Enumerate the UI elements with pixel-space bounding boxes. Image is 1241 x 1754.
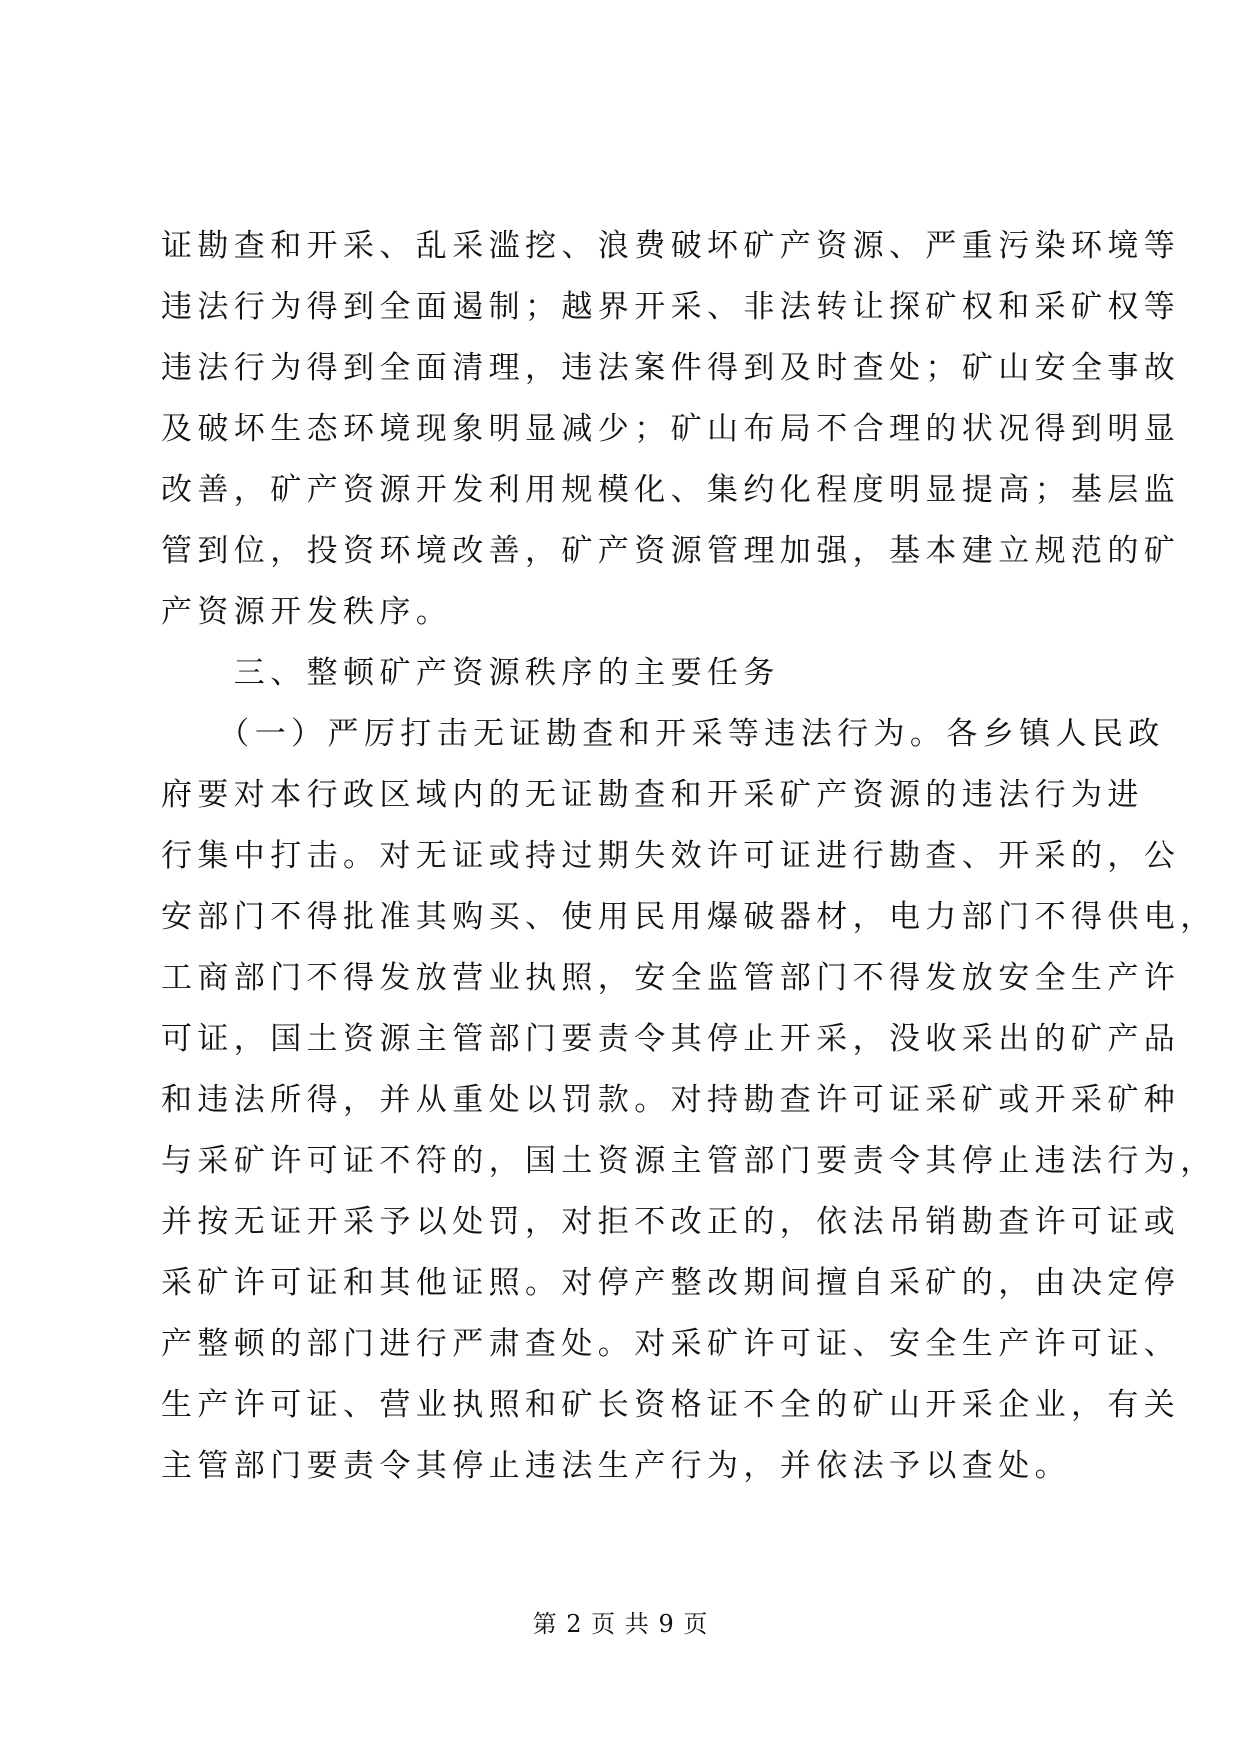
text-line: 与采矿许可证不符的，国土资源主管部门要责令其停止违法行为， [161,1143,1217,1179]
text-line: 及破坏生态环境现象明显减少；矿山布局不合理的状况得到明显 [161,411,1181,447]
text-line: 主管部门要责令其停止违法生产行为，并依法予以查处。 [161,1448,1071,1484]
text-line: 证勘查和开采、乱采滥挖、浪费破坏矿产资源、严重污染环境等 [161,228,1181,264]
text-line: 产整顿的部门进行严肃查处。对采矿许可证、安全生产许可证、 [161,1326,1181,1362]
section-heading: 三、整顿矿产资源秩序的主要任务 [161,655,780,691]
text-line: 府要对本行政区域内的无证勘查和开采矿产资源的违法行为进 [161,777,1144,813]
text-line: （一）严厉打击无证勘查和开采等违法行为。各乡镇人民政 [161,716,1165,752]
text-line: 行集中打击。对无证或持过期失效许可证进行勘查、开采的，公 [161,838,1181,874]
text-line: 采矿许可证和其他证照。对停产整改期间擅自采矿的，由决定停 [161,1265,1181,1301]
text-line: 可证，国土资源主管部门要责令其停止开采，没收采出的矿产品 [161,1021,1181,1057]
text-line: 产资源开发秩序。 [161,594,453,630]
text-line: 和违法所得，并从重处以罚款。对持勘查许可证采矿或开采矿种 [161,1082,1181,1118]
text-line: 管到位，投资环境改善，矿产资源管理加强，基本建立规范的矿 [161,533,1181,569]
text-line: 违法行为得到全面遏制；越界开采、非法转让探矿权和采矿权等 [161,289,1181,325]
text-line: 并按无证开采予以处罚，对拒不改正的，依法吊销勘查许可证或 [161,1204,1181,1240]
text-line: 改善，矿产资源开发利用规模化、集约化程度明显提高；基层监 [161,472,1181,508]
document-body [161,228,1217,1509]
text-line: 安部门不得批准其购买、使用民用爆破器材，电力部门不得供电， [161,899,1217,935]
text-line: 生产许可证、营业执照和矿长资格证不全的矿山开采企业，有关 [161,1387,1181,1423]
page-number: 第 2 页 共 9 页 [532,1610,709,1638]
text-line: 违法行为得到全面清理，违法案件得到及时查处；矿山安全事故 [161,350,1181,386]
text-line: 工商部门不得发放营业执照，安全监管部门不得发放安全生产许 [161,960,1181,996]
